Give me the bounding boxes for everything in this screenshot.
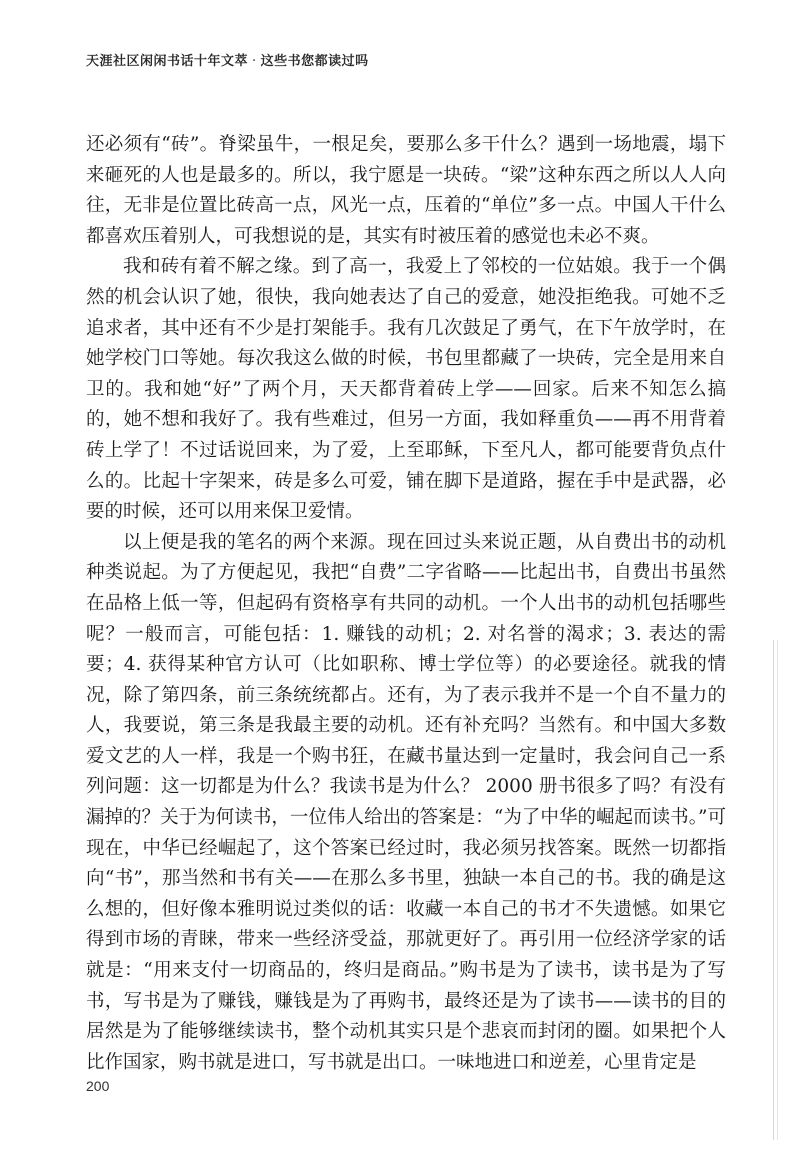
book-title: 天涯社区闲闲书话十年文萃 bbox=[86, 54, 249, 69]
page-number: 200 bbox=[86, 1078, 110, 1094]
paragraph-3: 以上便是我的笔名的两个来源。现在回过头来说正题，从自费出书的动机种类说起。为了方便起见，我把“自费”二字省略——比起出书，自费出书虽然在品格上低一等，但起码有资格享有共同的动机。一个人出书的动机包括哪些呢？一般而言，可能包括：1. 赚钱的动机；2. 对名誉的渴求；3. 表达的需要；4. 获得某种官方认可（比如职称、博士学位等）的必要途径。就我的情况，除了第四条，前三条统统都占。还有，为了表示我并不是一个自不量力的人，我要说，第三条是我最主要的动机。还有补充吗？当然有。和中国大多数爱文艺的人一样，我是一个购书狂，在藏书量达到一定量时，我会问自己一系列问题：这一切都是为什么？我读书是为什么？ 2000 册书很多了吗？有没有漏掉的？关于为何读书，一位伟人给出的答案是：“为了中华的崛起而读书。”可现在，中华已经崛起了，这个答案已经过时，我必须另找答案。既然一切都指向“书”，那当然和书有关——在那么多书里，独缺一本自己的书。我的确是这么想的，但好像本雅明说过类似的话：收藏一本自己的书才不失遗憾。如果它得到市场的青睐，带来一些经济受益，那就更好了。再引用一位经济学家的话就是：“用来支付一切商品的，终归是商品。”购书是为了读书，读书是为了写书，写书是为了赚钱，赚钱是为了再购书，最终还是为了读书——读书的目的居然是为了能够继续读书，整个动机其实只是个悲哀而封闭的圈。如果把个人比作国家，购书就是进口，写书就是出口。一味地进口和逆差，心里肯定是 bbox=[86, 531, 726, 1073]
paragraph-2: 我和砖有着不解之缘。到了高一，我爱上了邻校的一位姑娘。我于一个偶然的机会认识了她，很快，我向她表达了自己的爱意，她没拒绝我。可她不乏追求者，其中还有不少是打架能手。我有几次鼓足了勇气，在下午放学时，在她学校门口等她。每次我这么做的时候，书包里都藏了一块砖，完全是用来自卫的。我和她“好”了两个月，天天都背着砖上学——回家。后来不知怎么搞的，她不想和我好了。我有些难过，但另一方面，我如释重负——再不用背着砖上学了！不过话说回来，为了爱，上至耶稣，下至凡人，都可能要背负点什么的。比起十字架来，砖是多么可爱，铺在脚下是道路，握在手中是武器，必要的时候，还可以用来保卫爱情。 bbox=[86, 256, 726, 523]
paragraph-1: 还必须有“砖”。脊梁虽牛，一根足矣，要那么多干什么？遇到一场地震，塌下来砸死的人也是最多的。所以，我宁愿是一块砖。“梁”这种东西之所以人人向往，无非是位置比砖高一点，风光一点，压着的“单位”多一点。中国人干什么都喜欢压着别人，可我想说的是，其实有时被压着的感觉也未必不爽。 bbox=[86, 134, 726, 247]
body-text bbox=[86, 130, 726, 1078]
section-title: 这些书您都读过吗 bbox=[260, 54, 369, 69]
page-edge-decoration bbox=[773, 640, 778, 1140]
header-separator: · bbox=[252, 54, 257, 69]
running-header bbox=[86, 50, 369, 69]
